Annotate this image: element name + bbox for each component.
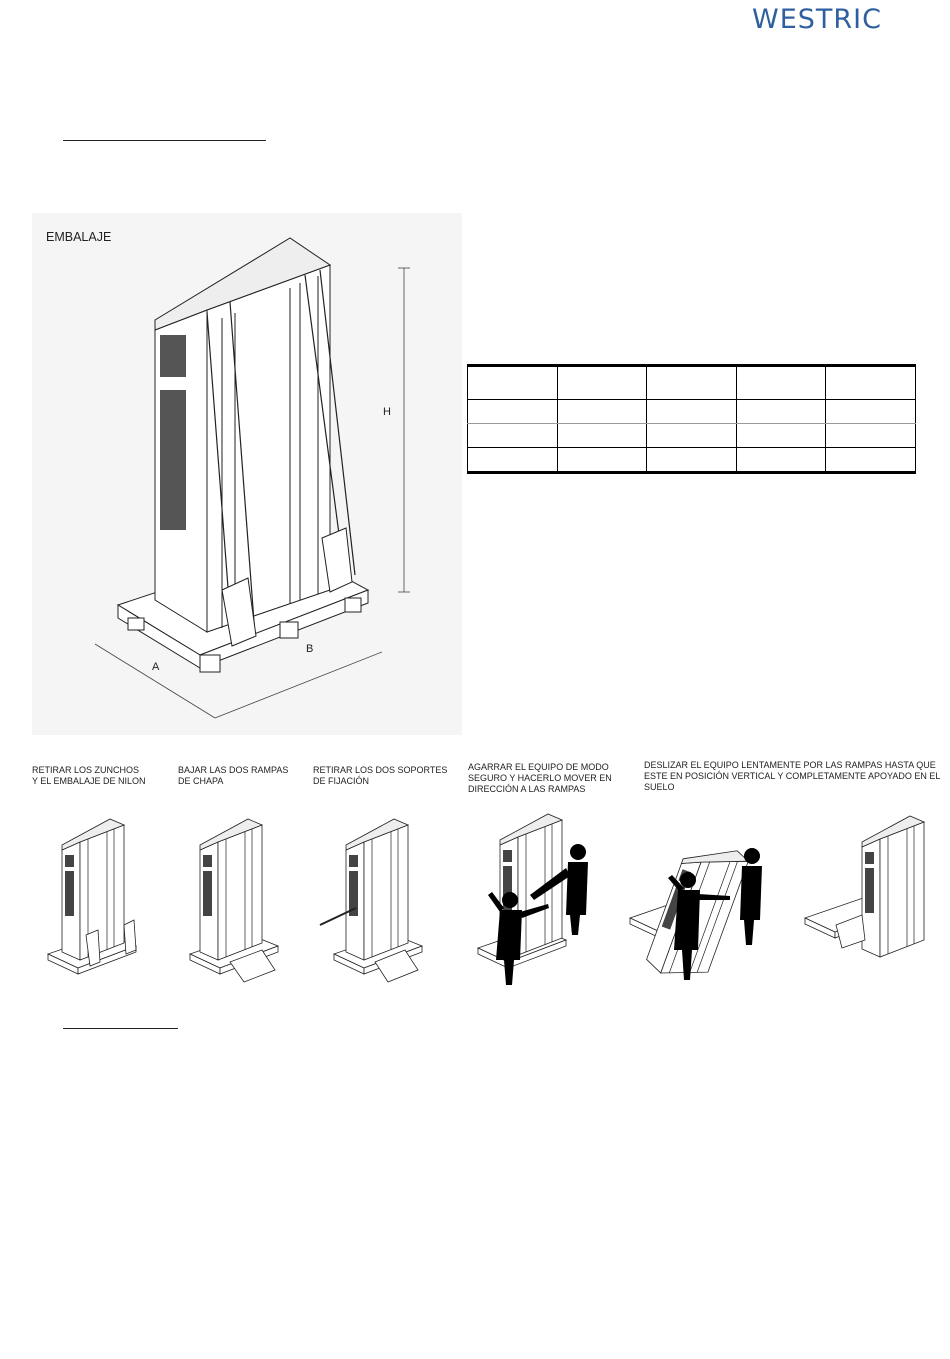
step-5-text: DESLIZAR EL EQUIPO LENTAMENTE POR LAS RAMPAS HASTA QUE ESTE EN POSICIÓN VERTICAL Y COMPLETAMENTE APOYADO EN EL SUELO: [644, 760, 941, 792]
step-4-text: AGARRAR EL EQUIPO DE MODO SEGURO Y HACERLO MOVER EN DIRECCIÓN A LAS RAMPAS: [468, 762, 612, 794]
westric-logo: WESTRIC: [752, 4, 882, 35]
packaging-label: EMBALAJE: [46, 230, 112, 244]
dimension-b-label: B: [306, 643, 314, 655]
step-2-text: BAJAR LAS DOS RAMPAS DE CHAPA: [178, 765, 289, 786]
step-1-text: RETIRAR LOS ZUNCHOS Y EL EMBALAJE DE NILON: [32, 765, 146, 786]
section-heading-underline: [63, 1028, 178, 1029]
dimension-a-label: A: [152, 661, 160, 673]
step-3-text: RETIRAR LOS DOS SOPORTES DE FIJACIÓN: [313, 765, 448, 786]
dimension-h-label: H: [383, 406, 391, 418]
